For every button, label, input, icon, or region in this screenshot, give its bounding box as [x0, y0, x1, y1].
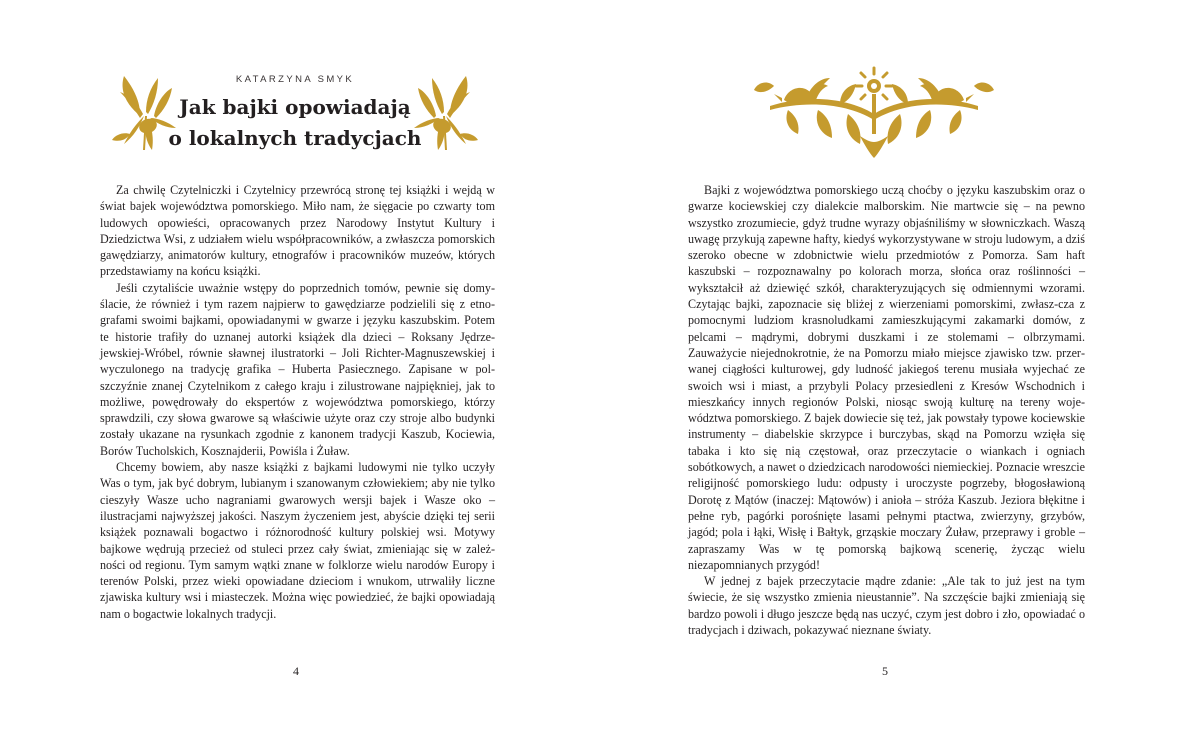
paragraph: Za chwilę Czytelniczki i Czytelnicy przewrócą stronę tej książki i wejdą w świat bajek województwa pomorskiego. Miło nam, że sięgacie po czwarty tom ludowych opowieści, opracowanych przez Narodowy Instytut Kultury i Dziedzictwa Wsi, z udziałem wielu współpracowników, a zwłaszcza pomorskich gawędziarzy, animatorów kultury, etnografów i pracowników muzeów, których przedstawiamy na końcu książki.	[100, 183, 495, 279]
paragraph: Bajki z województwa pomorskiego uczą choćby o języku kaszubskim oraz o gwarze kociewskiej czy dialekcie malborskim. Nie martwcie się – na pewno wszystko zrozumiecie, gdyż trudne wyrazy objaśniliśmy w słowniczkach. Waszą uwagę przykują zapewne hafty, kiedyś wykorzystywane w stroju ludowym, a dziś szeroko obecne w zdobnictwie wielu przedmiotów z Pomorza. Sam haft kaszubski – rozpoznawalny po kolorach morza, słońca oraz roślinności – wykształcił aż dziewięć szkół, charakteryzujących się odmiennymi wzorami. Czytając bajki, zapoznacie się bliżej z wierzeniami pomorskimi, zwłasz-cza z pomocnymi ludziom krasnoludkami zamieszkującymi zakamarki domów, z pelcami – mądrymi, dobrymi duszkami i ze stolemami – olbrzymami. Zauważycie niejednokrotnie, że na Pomorzu miało miejsce zjawisko tzw. przerwanej ciągłości kulturowej, gdy ludność jakiegoś terenu musiała wyjechać ze swoich wsi i miast, a przybyli Polacy przesiedleni z Kresów Wschodnich i mieszkańcy innych regionów Polski, niosąc swoją kulturę na tereny województwa pomorskiego. Z bajek dowiecie się też, jak powstały typowe kociewskie instrumenty – diabelskie skrzypce i burczybas, skąd na Pomorzu wzięła się tabaka i kto się nią częstował, oraz przeczytacie o wiankach i ogniach sobótkowych, a nawet o dziedzicach narodowości niemieckiej. Poznacie wreszcie religijność pomorskiego ludu: odpusty i uroczyste pogrzeby, błogosławioną Dorotę z Mątów (inaczej: Mątowów) i anioła – stróża Kaszub. Jeziora błękitne i pełne ryb, pagórki porośnięte lasami pełnymi ptactwa, zwierzyny, grzybów, jagód; pola i łąki, Wisłę i Bałtyk, grząskie moczary Żuław, przeprawy i groble – zapraszamy Was w tę pomorską bajkową scenerię, życząc wielu niezapomnianych przygód!	[688, 183, 1085, 572]
folk-birds-flower-icon	[748, 64, 1000, 158]
chapter-title-line-1: Jak bajki opowiadają	[179, 95, 411, 119]
chapter-title	[0, 92, 590, 154]
right-body-text	[688, 182, 1085, 638]
page-number: 5	[882, 664, 888, 678]
paragraph: W jednej z bajek przeczytacie mądre zdanie: „Ale tak to już jest na tym świecie, że się wszystko zmienia nieustannie”. Na szczęście bajki zmieniają się bardzo powoli i długo jeszcze będą nas uczyć, czym jest dobro i zło, opowiadać o tradycjach i dziwach, pokazywać nieznane światy.	[688, 574, 1085, 638]
left-body-text	[100, 182, 495, 622]
paragraph: Chcemy bowiem, aby nasze książki z bajkami ludowymi nie tylko uczyły Was o tym, jak być dobrym, lubianym i szanowanym człowiekiem; aby nie tylko cieszyły Wasze ucho nagraniami gwarowych wersji bajek i Wasze oko – ilustracjami najwyższej jakości. Naszym życzeniem jest, abyście dzięki tej serii książek poznawali bogactwo i różnorodność kultury polskiej wsi. Motywy bajkowe wędrują przecież od stuleci przez cały świat, zmieniając się w zależności od regionu. Tym samym wątki znane w folklorze wielu narodów Europy i terenów Polski, przez wieki opowiadane dzieciom i wnukom, utrwaliły liczne zjawiska kultury wsi i miasteczek. Można więc powiedzieć, że bajki opowiadają nam o bogactwie lokalnych tradycji.	[100, 460, 495, 621]
chapter-title-line-2: o lokalnych tradycjach	[168, 126, 422, 150]
left-page	[0, 0, 590, 736]
paragraph: Jeśli czytaliście uważnie wstępy do poprzednich tomów, pewnie się domyślacie, że również i tym razem najpierw to gawędziarze podzielili się z etnografami swoimi bajkami, opowiadanymi w gwarze i języku kaszubskim. Potem te historie trafiły do uznanej autorki książek dla dzieci – Roksany Jędrzejewskiej-Wróbel, równie sławnej ilustratorki – Joli Richter-Magnuszewskiej i wyczulonego na tradycję grafika – Huberta Pasiecznego. Zapisane w polszczyźnie znanej Czytelnikom z całego kraju i zilustrowane najpiękniej, jak to możliwe, powędrowały do ekspertów z województwa pomorskiego, którzy sprawdzili, czy słowa gwarowe są właściwie użyte oraz czy stroje albo budynki zostały ukazane na rysunkach zgodnie z kanonem tradycji Kaszub, Kociewia, Borów Tucholskich, Kosznajderii, Powiśla i Żuław.	[100, 280, 495, 458]
author-name: KATARZYNA SMYK	[235, 74, 355, 85]
right-page	[590, 0, 1181, 736]
page-number: 4	[293, 664, 299, 678]
